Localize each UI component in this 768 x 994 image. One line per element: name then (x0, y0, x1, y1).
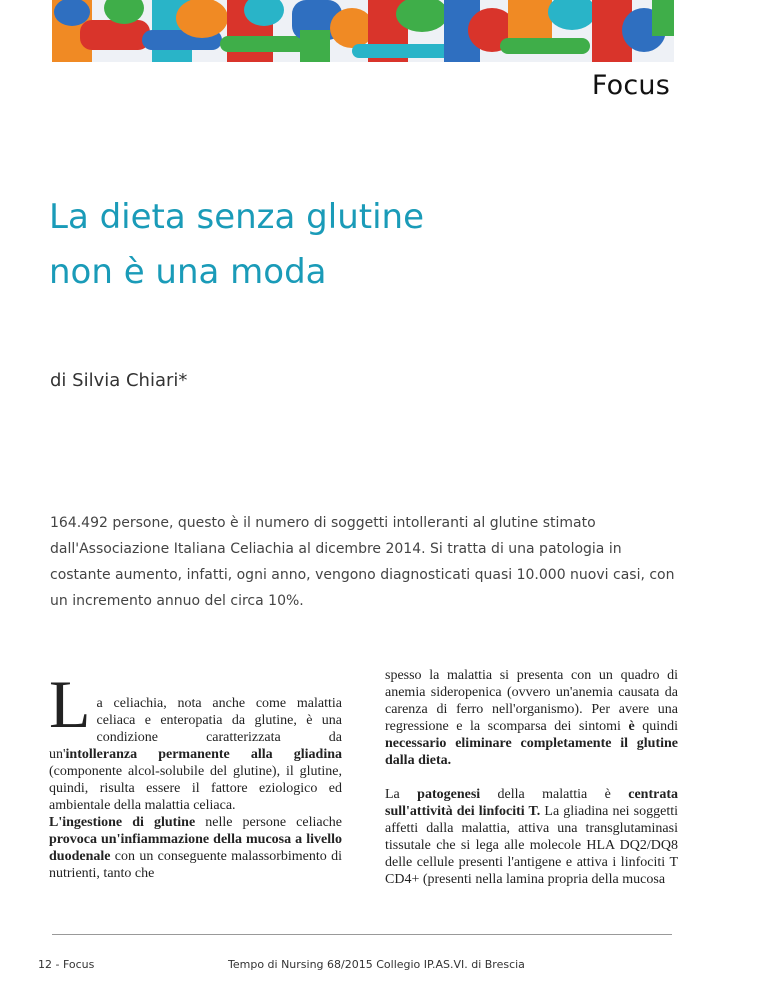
text-run-bold: intolleranza permanente alla gliadina (65, 747, 342, 762)
text-run-bold: è (628, 719, 635, 734)
text-run: a celiachia, nota anche come malattia celiaca e enteropatia da glutine, è una condizione caratterizzata da un' (49, 696, 342, 762)
text-run: quindi (634, 719, 678, 734)
article-title (49, 190, 669, 300)
article-byline: di Silvia Chiari* (50, 370, 188, 391)
article-title-line-2: non è una moda (49, 252, 327, 292)
body-paragraph (49, 814, 342, 882)
text-run: nelle persone celiache (195, 815, 342, 830)
body-column-right (385, 667, 678, 888)
text-run: La gliadina nei soggetti affetti dalla malattia, attiva una transglutaminasi tissutale che si lega alle molecole HLA DQ2/DQ8 delle cellule presenti l'antigene e attiva i linfociti T CD4+ (presenti nella lamina propria della mucosa (385, 804, 678, 887)
body-paragraph (385, 667, 678, 769)
text-run-bold: L'ingestione di glutine (49, 815, 196, 830)
text-run: spesso la malattia si presenta con un quadro di anemia sideropenica (ovvero un'anemia causata da carenza di ferro nell'organismo). Per avere una regressione e la scomparsa dei sintomi (385, 668, 678, 734)
section-label: Focus (591, 70, 670, 101)
drop-cap: L (49, 666, 91, 742)
article-title-line-1: La dieta senza glutine (49, 197, 424, 237)
text-run: della malattia è (480, 787, 629, 802)
body-paragraph (49, 668, 342, 814)
text-run: La (385, 787, 418, 802)
article-lead-paragraph: 164.492 persone, questo è il numero di soggetti intolleranti al glutine stimato dall'Associazione Italiana Celiachia al dicembre 2014. Si tratta di una patologia in costante aumento, infatti, ogni anno, vengono diagnosticati quasi 10.000 nuovi casi, con un incremento annuo del circa 10%. (50, 515, 675, 609)
text-run-bold: provoca un'infiammazione della mucosa a livello duodenale (49, 832, 342, 864)
body-paragraph (385, 786, 678, 888)
journal-info: Tempo di Nursing 68/2015 Collegio IP.AS.VI. di Brescia (228, 958, 525, 971)
text-run: (componente alcol-solubile del glutine), il glutine, quindi, risulta essere il fattore eziologico ed ambientale della malattia celiaca. (49, 764, 342, 813)
text-run-bold: patogenesi (417, 787, 481, 802)
header-banner-image (52, 0, 674, 62)
body-column-left (49, 668, 342, 882)
text-run-bold: centrata sull'attività dei linfociti T. (385, 787, 678, 819)
text-run-bold: necessario eliminare completamente il glutine dalla dieta. (385, 736, 678, 768)
footer-divider (52, 934, 672, 935)
text-run: con un conseguente malassorbimento di nutrienti, tanto che (49, 849, 342, 881)
page-number: 12 - Focus (38, 958, 95, 971)
paper-people-illustration (52, 0, 674, 62)
